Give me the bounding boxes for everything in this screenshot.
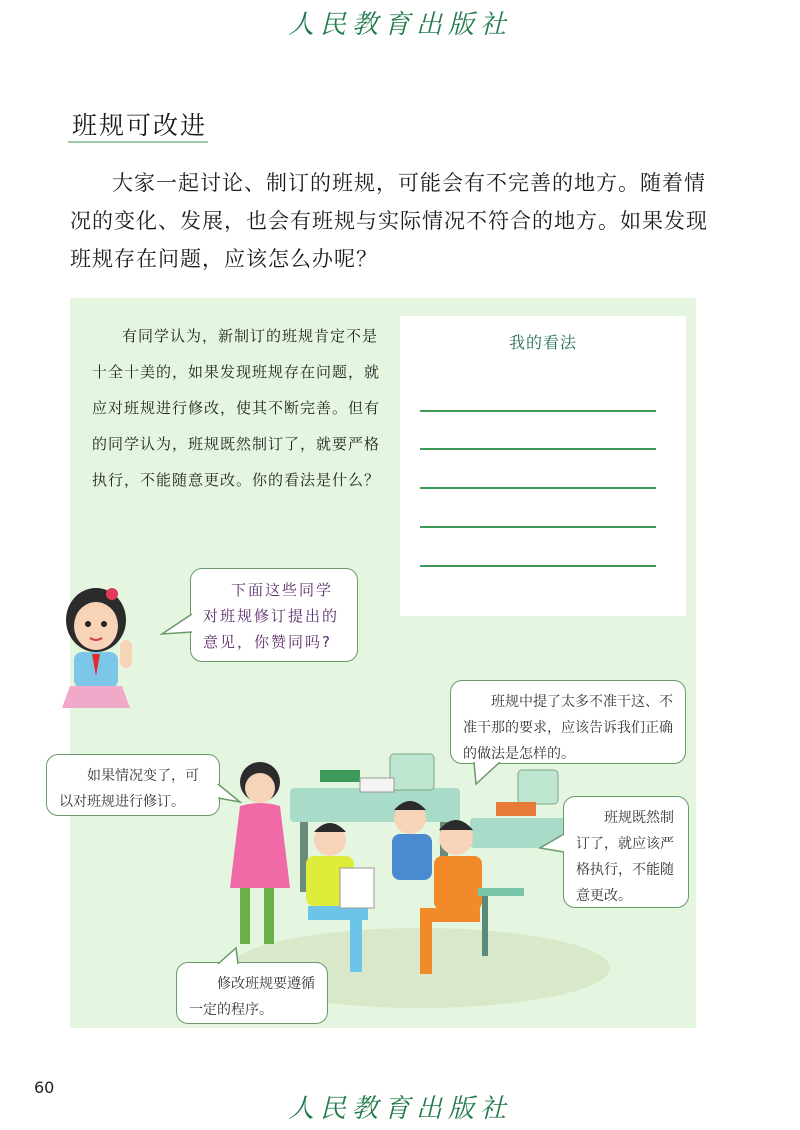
writing-line[interactable]	[420, 565, 656, 567]
speech-bubble-if-changed: 如果情况变了，可以对班规进行修订。	[46, 754, 220, 816]
opinion-title: 我的看法	[508, 333, 577, 352]
speech-bubble-strict: 班规既然制订了，就应该严格执行，不能随意更改。	[563, 796, 689, 908]
speech-bubble-procedure: 修改班规要遵循一定的程序。	[176, 962, 328, 1024]
writing-line[interactable]	[420, 448, 656, 450]
section-title: 班规可改进	[72, 111, 208, 140]
intro-paragraph: 大家一起讨论、制订的班规，可能会有不完善的地方。随着情况的变化、发展，也会有班规与实际情况不符合的地方。如果发现班规存在问题，应该怎么办呢？	[70, 171, 708, 271]
writing-line[interactable]	[420, 526, 656, 528]
speech-bubble-prompt: 下面这些同学对班规修订提出的意见，你赞同吗?	[190, 568, 358, 662]
opinion-card	[400, 316, 686, 616]
guide-girl-illustration	[52, 580, 152, 720]
speech-bubble-tail	[216, 782, 244, 806]
publisher-footer: 人民教育出版社	[287, 1094, 512, 1124]
debate-paragraph: 有同学认为，新制订的班规肯定不是十全十美的，如果发现班规存在问题，就应对班规进行修改，使其不断完善。但有的同学认为，班规既然制订了，就要严格执行，不能随意更改。你的看法是什么？	[92, 327, 381, 489]
title-underline	[68, 141, 208, 143]
page-number: 60	[34, 1078, 55, 1097]
writing-line[interactable]	[420, 487, 656, 489]
speech-bubble-tail	[214, 946, 242, 966]
publisher-header: 人民教育出版社	[287, 10, 512, 40]
speech-bubble-tail	[538, 832, 566, 856]
speech-bubble-tail	[160, 612, 194, 640]
speech-bubble-too-many-rules: 班规中提了太多不准干这、不准干那的要求，应该告诉我们正确的做法是怎样的。	[450, 680, 686, 764]
writing-line[interactable]	[420, 410, 656, 412]
speech-bubble-tail	[470, 762, 506, 788]
